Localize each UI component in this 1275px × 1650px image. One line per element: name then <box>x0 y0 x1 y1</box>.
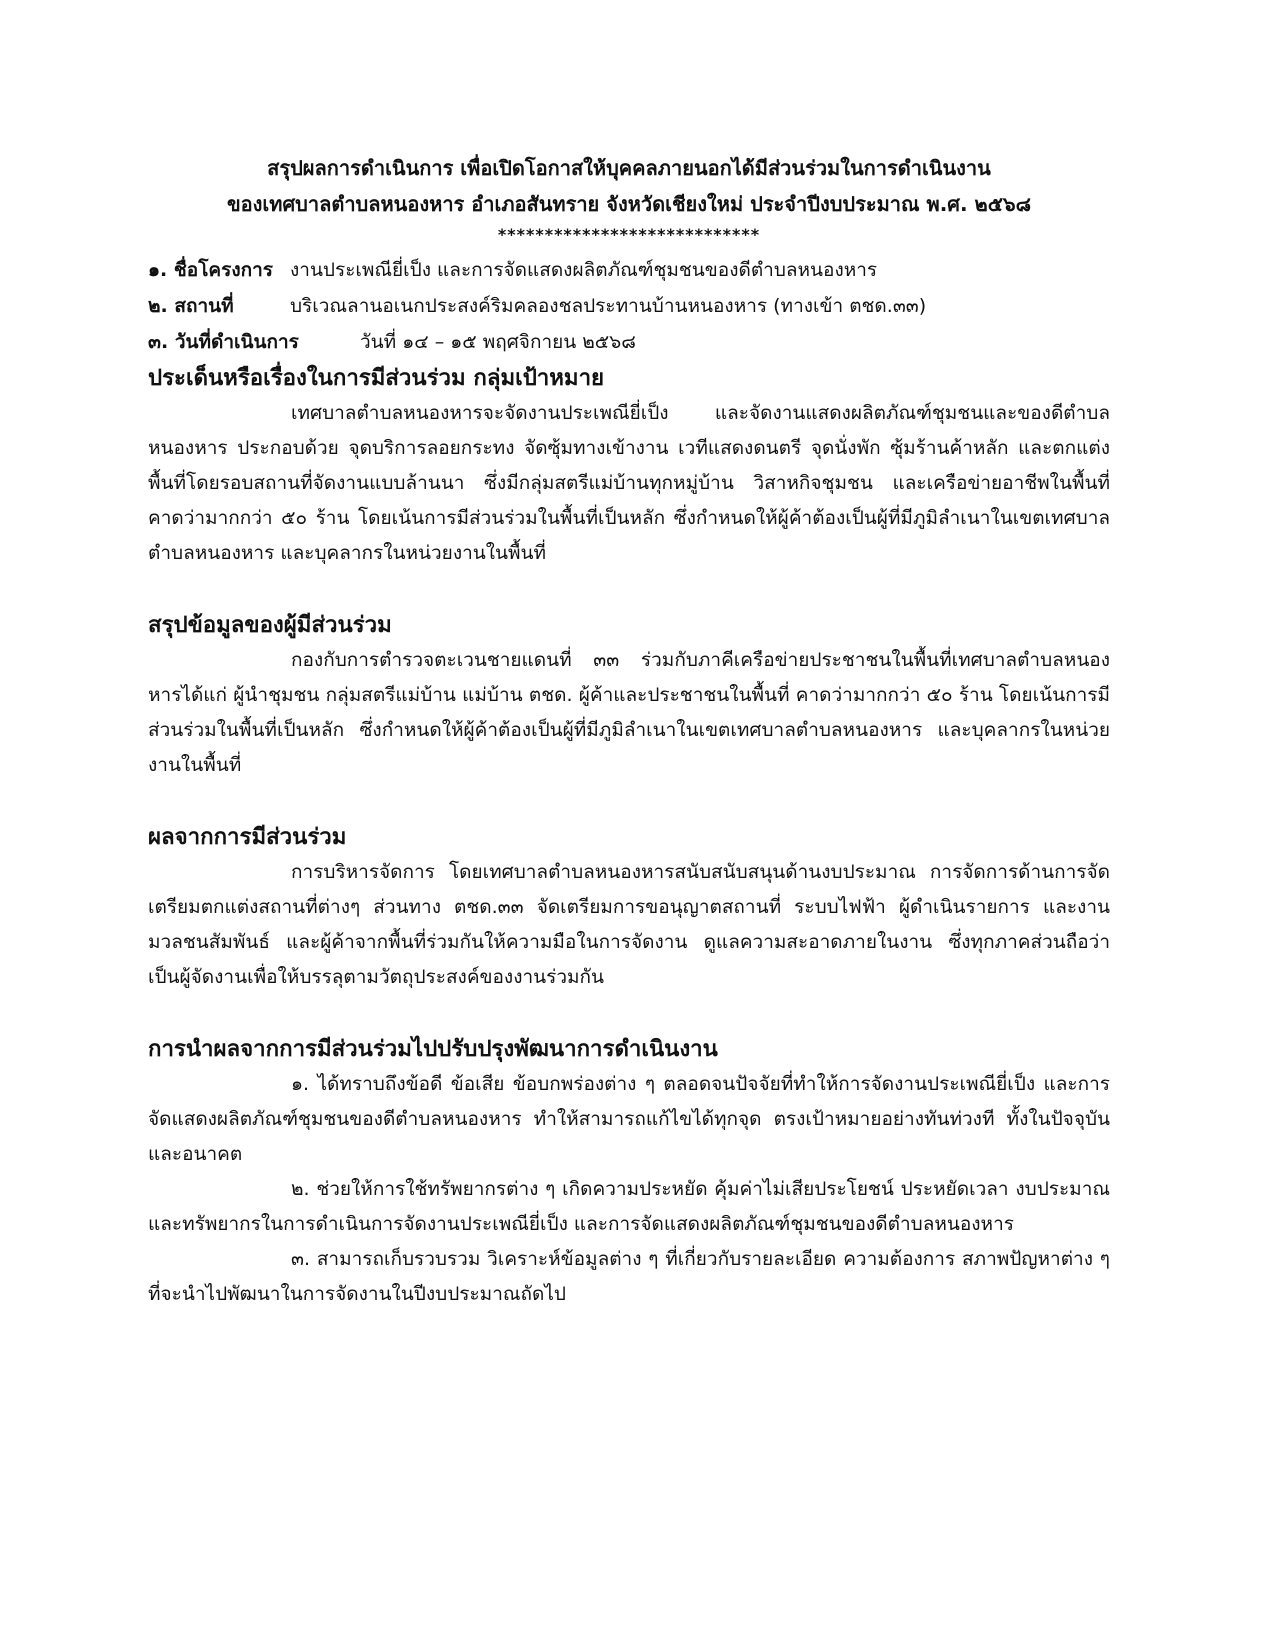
section-heading-participant-summary: สรุปข้อมูลของผู้มีส่วนร่วม <box>148 612 392 638</box>
section-paragraph: ๓. สามารถเก็บรวบรวม วิเคราะห์ข้อมูลต่าง ๆ ที่เกี่ยวกับรายละเอียด ความต้องการ สภาพปัญหาต่าง ๆ ที่จะนำไปพัฒนาในการจัดงานในปีงบประมาณถัดไป <box>148 1248 1110 1305</box>
document-title-line-1: สรุปผลการดำเนินการ เพื่อเปิดโอกาสให้บุคคลภายนอกได้มีส่วนร่วมในการดำเนินงาน <box>267 156 991 180</box>
section-paragraph: กองกับการตำรวจตะเวนชายแดนที่ ๓๓ ร่วมกับภาคีเครือข่ายประชาชนในพื้นที่เทศบาลตำบลหนองหารได้แก่ ผู้นำชุมชน กลุ่มสตรีแม่บ้าน แม่บ้าน ตชด. ผู้ค้าและประชาชนในพื้นที่ คาดว่ามากกว่า ๕๐ ร้าน โดยเน้นการมีส่วนร่วมในพื้นที่เป็นหลัก ซึ่งกำหนดให้ผู้ค้าต้องเป็นผู้ที่มีภูมิลำเนาในเขตเทศบาลตำบลหนองหาร และบุคลากรในหน่วยงานในพื้นที่ <box>148 649 1110 776</box>
section-paragraph: การบริหารจัดการ โดยเทศบาลตำบลหนองหารสนับสนับสนุนด้านงบประมาณ การจัดการด้านการจัดเตรียมตกแต่งสถานที่ต่างๆ ส่วนทาง ตชด.๓๓ จัดเตรียมการขอนุญาตสถานที่ ระบบไฟฟ้า ผู้ดำเนินรายการ และงานมวลชนสัมพันธ์ และผู้ค้าจากพื้นที่ร่วมกันให้ความมือในการจัดงาน ดูแลความสะอาดภายในงาน ซึ่งทุกภาคส่วนถือว่าเป็นผู้จัดงานเพื่อให้บรรลุตามวัตถุประสงค์ของงานร่วมกัน <box>148 861 1110 988</box>
info-location <box>148 288 1110 324</box>
info-value: งานประเพณียี่เป็ง และการจัดแสดงผลิตภัณฑ์ชุมชนของดีตำบลหนองหาร <box>290 259 878 281</box>
info-label: ๑. ชื่อโครงการ <box>148 259 273 281</box>
section-paragraph: ๑. ได้ทราบถึงข้อดี ข้อเสีย ข้อบกพร่องต่าง ๆ ตลอดจนปัจจัยที่ทำให้การจัดงานประเพณียี่เป็ง และการจัดแสดงผลิตภัณฑ์ชุมชนของดีตำบลหนองหาร ทำให้สามารถแก้ไขได้ทุกจุด ตรงเป้าหมายอย่างทันท่วงที ทั้งในปัจจุบันและอนาคต <box>148 1073 1110 1165</box>
info-value: บริเวณลานอเนกประสงค์ริมคลองชลประทานบ้านหนองหาร (ทางเข้า ตชด.๓๓) <box>290 295 927 317</box>
info-date <box>148 324 1110 360</box>
section-heading-participation-results: ผลจากการมีส่วนร่วม <box>148 824 347 850</box>
document-title-line-2: ของเทศบาลตำบลหนองหาร อำเภอสันทราย จังหวัดเชียงใหม่ ประจำปีงบประมาณ พ.ศ. ๒๕๖๘ <box>226 192 1031 216</box>
section-paragraph: เทศบาลตำบลหนองหารจะจัดงานประเพณียี่เป็ง และจัดงานแสดงผลิตภัณฑ์ชุมชนและของดีตำบลหนองหาร ประกอบด้วย จุดบริการลอยกระทง จัดซุ้มทางเข้างาน เวทีแสดงดนตรี จุดนั่งพัก ซุ้มร้านค้าหลัก และตกแต่งพื้นที่โดยรอบสถานที่จัดงานแบบล้านนา ซึ่งมีกลุ่มสตรีแม่บ้านทุกหมู่บ้าน วิสาหกิจชุมชน และเครือข่ายอาชีพในพื้นที่ คาดว่ามากกว่า ๕๐ ร้าน โดยเน้นการมีส่วนร่วมในพื้นที่เป็นหลัก ซึ่งกำหนดให้ผู้ค้าต้องเป็นผู้ที่มีภูมิลำเนาในเขตเทศบาลตำบลหนองหาร และบุคลากรในหน่วยงานในพื้นที่ <box>148 402 1110 564</box>
info-project-name <box>148 252 1110 288</box>
info-label: ๒. สถานที่ <box>148 295 234 317</box>
info-label: ๓. วันที่ดำเนินการ <box>148 331 299 353</box>
section-heading-participation-topic: ประเด็นหรือเรื่องในการมีส่วนร่วม กลุ่มเป้าหมาย <box>148 365 605 391</box>
info-value: วันที่ ๑๔ – ๑๕ พฤศจิกายน ๒๕๖๘ <box>360 331 636 353</box>
title-separator: **************************** <box>497 225 761 244</box>
section-paragraph: ๒. ช่วยให้การใช้ทรัพยากรต่าง ๆ เกิดความประหยัด คุ้มค่าไม่เสียประโยชน์ ประหยัดเวลา งบประมาณ และทรัพยากรในการดำเนินการจัดงานประเพณียี่เป็ง และการจัดแสดงผลิตภัณฑ์ชุมชนของดีตำบลหนองหาร <box>148 1178 1110 1235</box>
section-heading-improvement: การนำผลจากการมีส่วนร่วมไปปรับปรุงพัฒนาการดำเนินงาน <box>148 1036 718 1062</box>
